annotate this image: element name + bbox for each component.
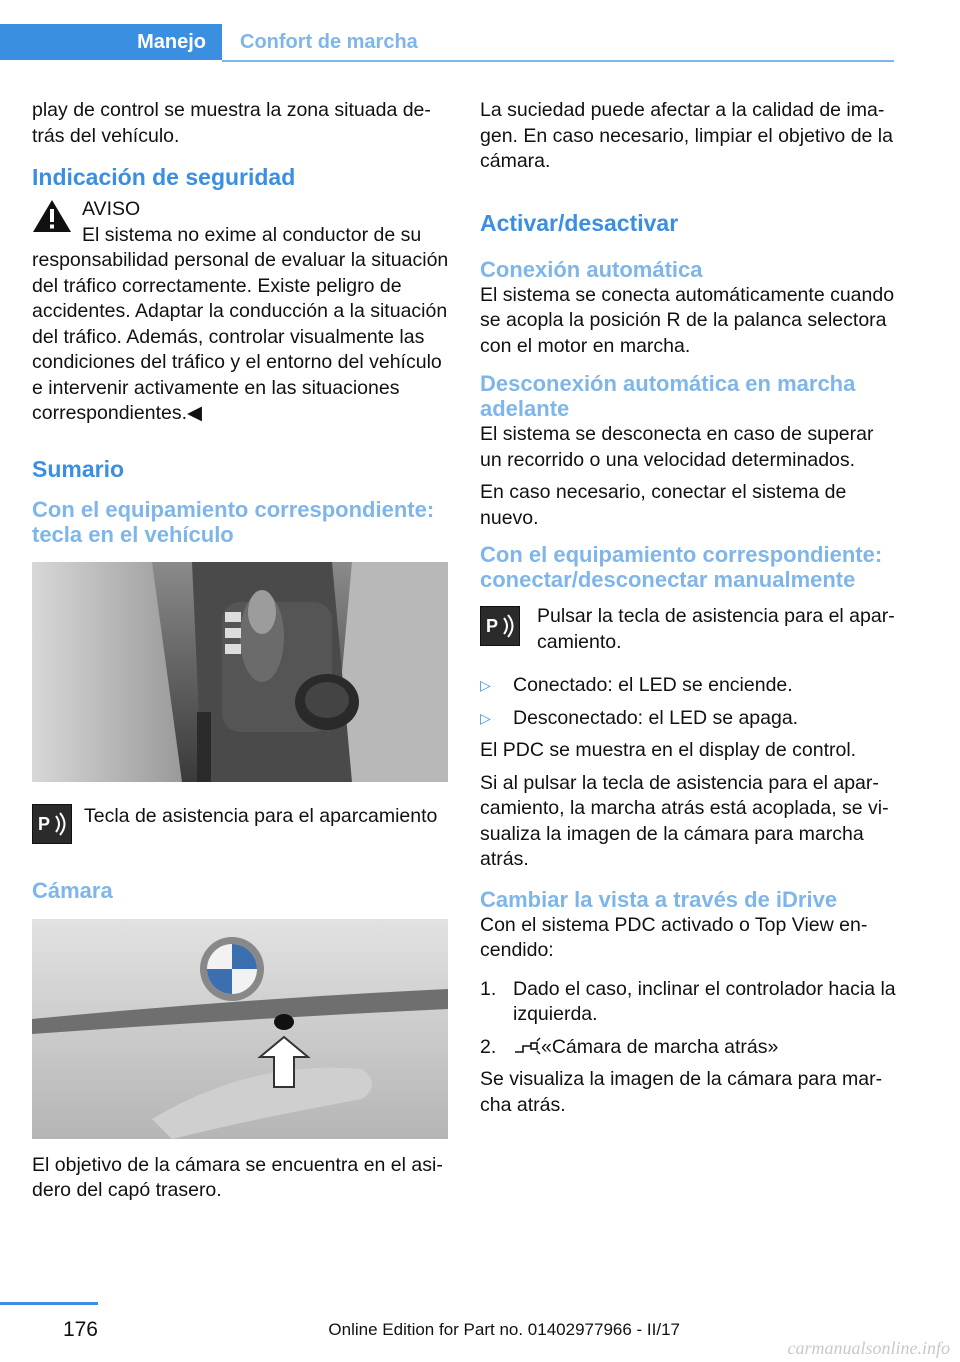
key-caption-row — [32, 804, 450, 844]
camera-caption: El objetivo de la cámara se encuentra en el asidero del capó trasero. — [32, 1153, 443, 1201]
heading-auto-disconnect: Desconexión automática en marcha adelante — [480, 371, 856, 421]
heading-activar: Activar/desactivar — [480, 209, 679, 236]
step-number: 1. — [480, 977, 497, 1000]
press-key-row — [480, 604, 898, 655]
step-number: 2. — [480, 1035, 497, 1058]
heading-auto-connect: Conexión automática — [480, 256, 703, 282]
auto-disconnect-paragraph: El sistema se desconecta en caso de superar un recorrido o una velocidad determinados. — [480, 423, 874, 471]
press-key-paragraph: Pulsar la tecla de asistencia para el aparcamiento. — [537, 605, 895, 653]
parking-assist-key-icon — [32, 804, 72, 844]
step-text: «Cámara de marcha atrás» — [541, 1035, 779, 1058]
svg-text:P: P — [486, 616, 499, 636]
heading-manual: Con el equipamiento correspondiente: conectar/desconectar manualmente — [480, 542, 883, 592]
heading-sumario: Sumario — [32, 455, 125, 482]
final-paragraph: Se visualiza la imagen de la cámara para marcha atrás. — [480, 1068, 883, 1116]
parking-assist-key-icon — [480, 606, 520, 646]
warning-text: responsabilidad personal de evaluar la situación del tráfico correctamente. Existe peligro de accidentes. Adaptar la conducción a la situación del tráfico. Además, controlar visualmente las condiciones del tráfico y el entorno del vehículo e intervenir activamente en las situaciones correspondientes.◀ — [32, 249, 449, 424]
svg-text:P: P — [38, 813, 51, 834]
warning-triangle-icon — [32, 199, 72, 233]
dirt-paragraph: La suciedad puede afectar a la calidad de imagen. En caso necesario, limpiar el objetivo de la cámara. — [480, 99, 893, 172]
reverse-gear-paragraph: Si al pulsar la tecla de asistencia para el aparcamiento, la marcha atrás está acoplada, se visualiza la imagen de la cámara para marcha atrás. — [480, 771, 889, 870]
page-number: 176 — [62, 1318, 98, 1341]
heading-change-view: Cambiar la vista a través de iDrive — [480, 886, 838, 912]
list-item — [480, 1035, 898, 1061]
center-console-photo — [32, 562, 448, 782]
edition-note: Online Edition for Part no. 01402977966 - II/17 — [328, 1320, 680, 1339]
pdc-display-paragraph: El PDC se muestra en el display de control. — [480, 739, 857, 761]
list-item-text: Desconectado: el LED se apaga. — [513, 706, 799, 729]
page-header — [0, 0, 960, 62]
steps-list — [480, 977, 898, 1061]
list-item — [480, 977, 898, 1028]
intro-paragraph: play de control se muestra la zona situada detrás del vehículo. — [32, 99, 431, 147]
right-column — [480, 98, 898, 1118]
heading-safety: Indicación de seguridad — [32, 164, 296, 190]
reconnect-paragraph: En caso necesario, conectar el sistema de nuevo. — [480, 481, 847, 529]
step-text: Dado el caso, inclinar el controlador hacia la izquierda. — [513, 977, 896, 1025]
chapter-tab-manejo[interactable]: Manejo — [0, 24, 222, 60]
list-item — [480, 706, 898, 732]
heading-camera: Cámara — [32, 877, 113, 903]
warning-title: AVISO — [82, 198, 141, 220]
warning-block — [32, 197, 450, 427]
change-view-paragraph: Con el sistema PDC activado o Top View encendido: — [480, 913, 868, 961]
triangle-bullet-icon: ▷ — [480, 677, 491, 693]
rear-camera-icon — [513, 1036, 541, 1060]
led-status-list — [480, 673, 898, 731]
auto-connect-paragraph: El sistema se conecta automáticamente cuando se acopla la posición R de la palanca selectora con el motor en marcha. — [480, 283, 895, 357]
header-rule — [222, 60, 894, 62]
list-item — [480, 673, 898, 699]
footer-rule — [0, 1302, 98, 1305]
left-column — [32, 98, 450, 1204]
key-caption: Tecla de asistencia para el aparcamiento — [84, 804, 438, 827]
warning-text-first-line: El sistema no exime al conductor de su — [82, 223, 422, 246]
list-item-text: Conectado: el LED se enciende. — [513, 674, 793, 696]
rear-camera-photo — [32, 919, 448, 1139]
heading-equipment-key: Con el equipamiento correspondiente: tecla en el vehículo — [32, 496, 435, 547]
section-tab-confort[interactable]: Confort de marcha — [240, 30, 418, 53]
triangle-bullet-icon: ▷ — [480, 709, 491, 726]
watermark: carmanualsonline.info — [787, 1338, 950, 1358]
